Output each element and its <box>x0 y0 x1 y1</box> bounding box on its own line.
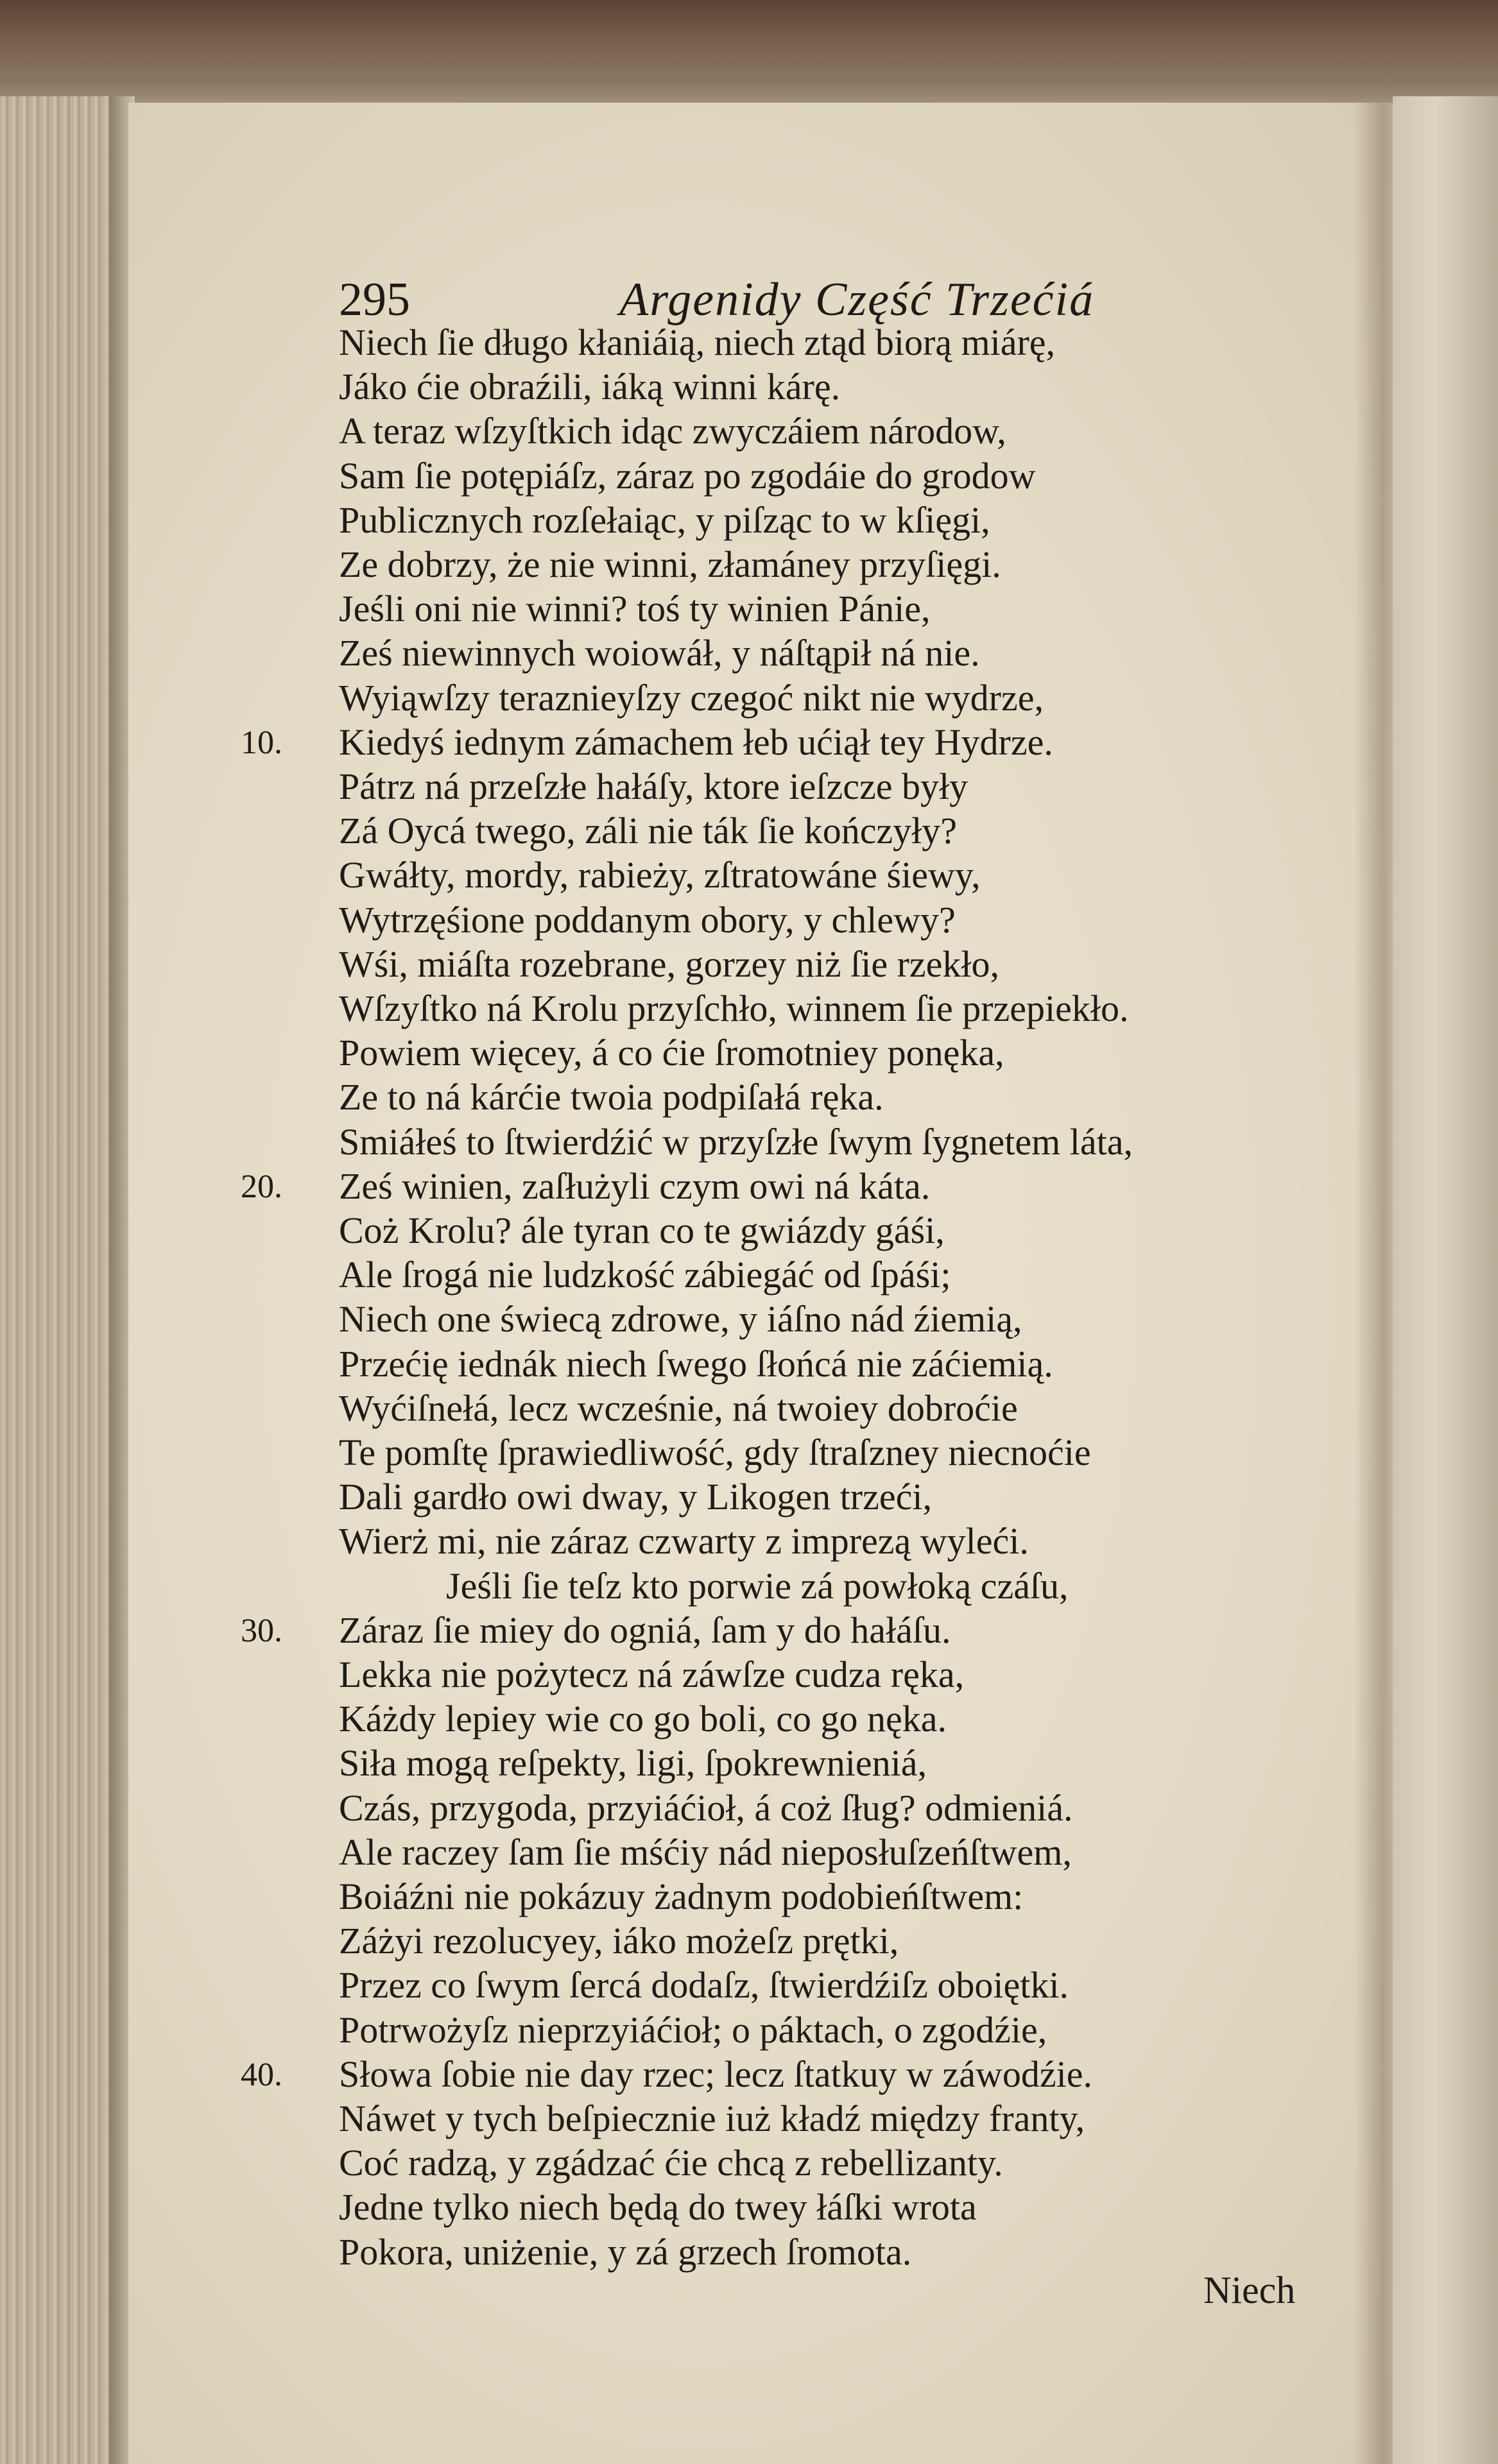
facing-page-edge <box>1393 96 1498 2464</box>
verse-line: Publicznych rozſełaiąc, y piſząc to w kſięgi, <box>339 499 990 541</box>
verse-line: Jáko ćie obraźili, iáką winni kárę. <box>339 366 841 408</box>
verse-line: Jedne tylko niech będą do twey łáſki wrota <box>339 2186 977 2229</box>
verse-line: Ześ niewinnych woiowáł, y náſtąpił ná nie. <box>339 632 980 674</box>
verse-line: Te pomſtę ſprawiedliwość, gdy ſtraſzney niecnoćie <box>339 1432 1091 1473</box>
verse-line: Niech one świecą zdrowe, y iáſno nád źiemią, <box>339 1298 1022 1340</box>
verse-line: Słowa ſobie nie day rzec; lecz ſtatkuy w záwodźie. <box>339 2053 1093 2095</box>
verse-line: Jeśli ſie teſz kto porwie zá powłoką czáſu, <box>446 1564 1069 1607</box>
verse-line: Coż Krolu? ále tyran co te gwiázdy gáśi, <box>339 1210 945 1251</box>
verse-line: Coć radzą, y zgádzać ćie chcą z rebellizanty. <box>339 2142 1003 2184</box>
verse-line: Przećię iednák niech ſwego ſłońcá nie záćiemią. <box>339 1342 1053 1385</box>
page-number: 295 <box>339 273 410 326</box>
verse-line: Zá Oycá twego, záli nie ták ſie kończyły? <box>339 810 958 852</box>
verse-line: Przez co ſwym ſercá dodaſz, ſtwierdźiſz oboiętki. <box>339 1964 1069 2006</box>
verse-line: Boiáźni nie pokázuy żadnym podobieńſtwem: <box>339 1876 1024 1917</box>
running-title: Argenidy Część Trzećiá <box>619 273 1095 326</box>
verse-line: Ześ winien, zaſłużyli czym owi ná káta. <box>339 1165 931 1207</box>
line-number: 40. <box>241 2056 282 2093</box>
verse-line: Pátrz ná przeſzłe hałáſy, ktore ieſzcze były <box>339 766 969 807</box>
verse-line: A teraz wſzyſtkich idąc zwyczáiem národow, <box>339 410 1006 452</box>
verse-line: Ze to ná kárćie twoia podpiſałá ręka. <box>339 1076 884 1118</box>
verse-line: Wytrzęśione poddanym obory, y chlewy? <box>339 898 956 941</box>
verse-line: Siła mogą reſpekty, ligi, ſpokrewnieniá, <box>339 1742 927 1784</box>
book-top-edge <box>0 0 1498 112</box>
verse-line: Wyćiſnełá, lecz wcześnie, ná twoiey dobroćie <box>339 1387 1018 1429</box>
verse-line: Smiáłeś to ſtwierdźić w przyſzłe ſwym ſygnetem láta, <box>339 1120 1133 1163</box>
verse-line: Ale ſrogá nie ludzkość zábiegáć od ſpáśi; <box>339 1254 951 1296</box>
verse-line: Wyiąwſzy teraznieyſzy czegoć nikt nie wydrze, <box>339 676 1044 719</box>
catchword: Niech <box>1203 2269 1296 2311</box>
verse-line: Záraz ſie miey do ogniá, ſam y do hałáſu. <box>339 1609 951 1651</box>
verse-line: Potrwożyſz nieprzyiáćioł; o páktach, o zgodźie, <box>339 2008 1047 2051</box>
verse-line: Gwáłty, mordy, rabieży, zſtratowáne śiewy, <box>339 854 981 896</box>
verse-line: Záżyi rezolucyey, iáko możeſz prętki, <box>339 1920 899 1962</box>
verse-line: Wſzyſtko ná Krolu przyſchło, winnem ſie przepiekło. <box>339 988 1129 1029</box>
verse-line: Ale raczey ſam ſie mśćiy nád nieposłuſzeńſtwem, <box>339 1831 1072 1873</box>
verse-line: Jeśli oni nie winni? toś ty winien Pánie, <box>339 588 931 630</box>
verse-line: Kiedyś iednym zámachem łeb ućiął tey Hydrze. <box>339 721 1053 763</box>
verse-line: Dali gardło owi dway, y Likogen trzeći, <box>339 1476 932 1518</box>
verse-line: Pokora, uniżenie, y zá grzech ſromota. <box>339 2230 912 2273</box>
verse-line: Náwet y tych beſpiecznie iuż kładź między franty, <box>339 2098 1085 2139</box>
verse-line: Lekka nie pożytecz ná záwſze cudza ręka, <box>339 1654 965 1695</box>
verse-line: Powiem więcey, á co ćie ſromotniey ponęka, <box>339 1032 1004 1074</box>
line-number: 20. <box>241 1168 282 1205</box>
verse-line: Wśi, miáſta rozebrane, gorzey niż ſie rzekło, <box>339 943 1000 985</box>
verse-line: Czás, przygoda, przyiáćioł, á coż ſług? odmieniá. <box>339 1786 1073 1829</box>
verse-line: Ze dobrzy, że nie winni, złamáney przyſięgi. <box>339 543 1001 585</box>
line-number: 30. <box>241 1612 282 1649</box>
verse-line: Wierż mi, nie záraz czwarty z imprezą wyleći. <box>339 1520 1029 1562</box>
verse-line: Niech ſie długo kłaniáią, niech ztąd biorą miárę, <box>339 321 1056 363</box>
line-number: 10. <box>241 724 282 761</box>
verse-line: Sam ſie potępiáſz, záraz po zgodáie do grodow <box>339 454 1036 497</box>
verse-line: Káżdy lepiey wie co go boli, co go nęka. <box>339 1698 947 1740</box>
